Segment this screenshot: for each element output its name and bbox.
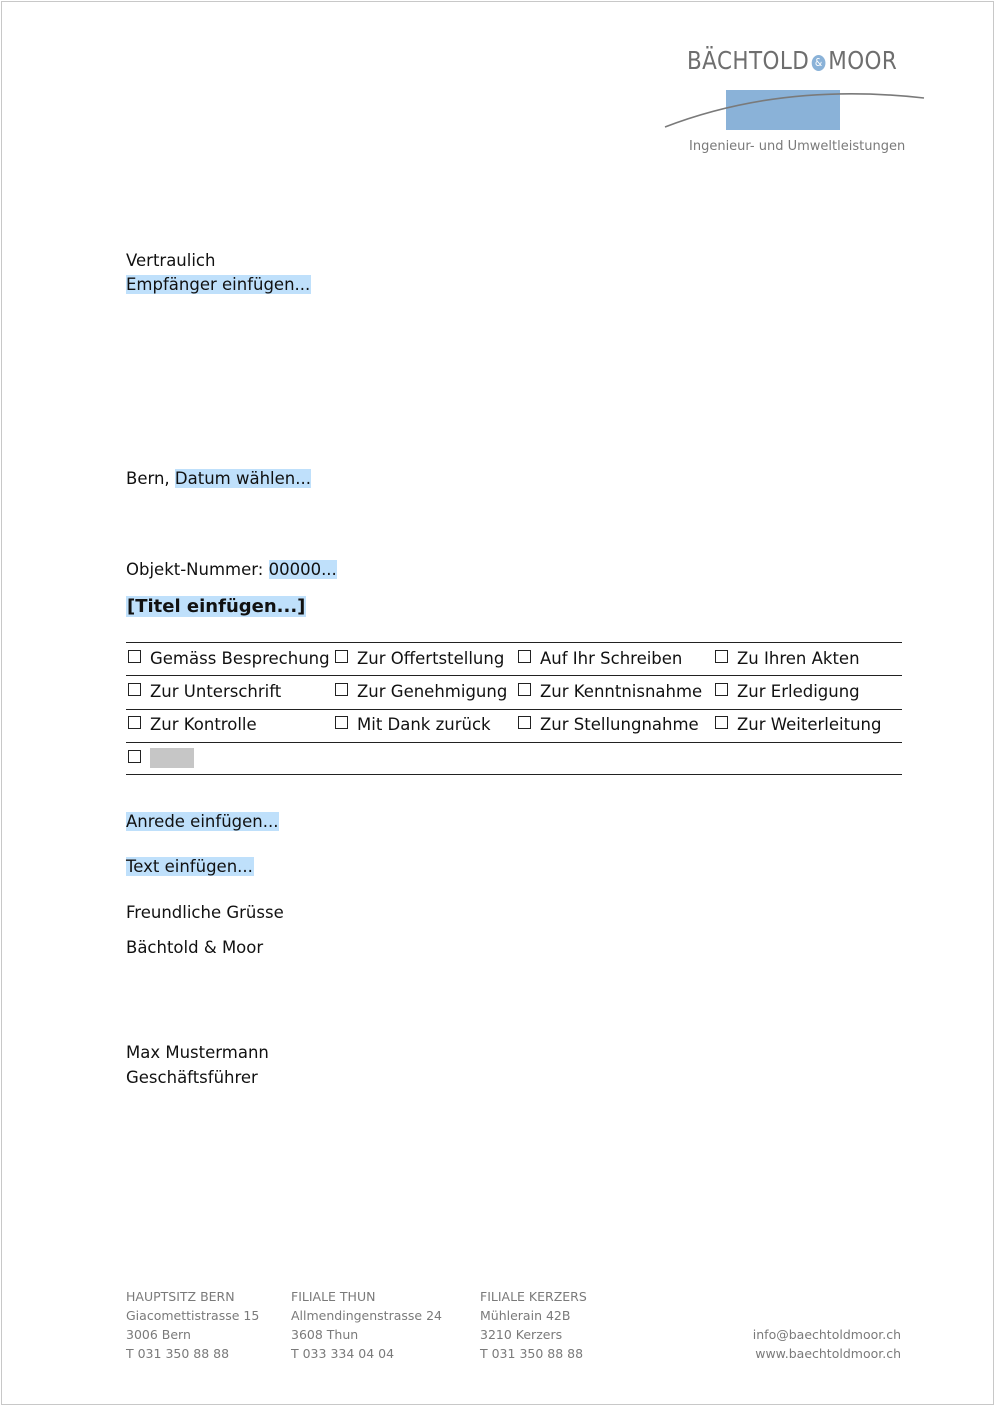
footer-bern-city: 3006 Bern xyxy=(126,1327,191,1342)
company-logo xyxy=(687,46,897,75)
footer-thun-title: FILIALE THUN xyxy=(291,1289,376,1304)
logo-blue-block xyxy=(726,90,840,130)
checkbox-icon[interactable] xyxy=(128,716,141,729)
letter-page xyxy=(1,1,994,1405)
checkbox-zur-offertstellung[interactable] xyxy=(335,649,504,668)
logo-name-right: MOOR xyxy=(828,46,898,75)
checkbox-mit-dank-zurueck[interactable] xyxy=(335,715,491,734)
footer-kerzers xyxy=(480,1287,587,1363)
footer-thun-city: 3608 Thun xyxy=(291,1327,359,1342)
object-number-field[interactable]: 00000... xyxy=(268,560,337,579)
date-city: Bern, xyxy=(126,469,170,488)
object-number-label: Objekt-Nummer: xyxy=(126,560,264,579)
checkbox-icon[interactable] xyxy=(715,683,728,696)
footer-bern-phone: T 031 350 88 88 xyxy=(126,1346,230,1361)
date-picker-field[interactable]: Datum wählen... xyxy=(174,469,311,488)
checkbox-icon[interactable] xyxy=(335,716,348,729)
checkbox-zur-kenntnisnahme[interactable] xyxy=(518,682,702,701)
checkbox-icon[interactable] xyxy=(518,683,531,696)
footer-bern-title: HAUPTSITZ BERN xyxy=(126,1289,235,1304)
footer-contact xyxy=(753,1325,901,1363)
table-bottom-rule xyxy=(126,774,902,775)
signer-name: Max Mustermann xyxy=(126,1043,269,1062)
title-field[interactable]: [Titel einfügen...] xyxy=(127,596,306,617)
company-tagline: Ingenieur- und Umweltleistungen xyxy=(689,139,906,154)
table-rule xyxy=(126,709,902,710)
checkbox-label: Zu Ihren Akten xyxy=(737,649,860,668)
footer-bern-street: Giacomettistrasse 15 xyxy=(126,1308,260,1323)
checkbox-icon[interactable] xyxy=(128,750,141,763)
checkbox-icon[interactable] xyxy=(715,716,728,729)
checkbox-label: Zur Kenntnisnahme xyxy=(540,682,703,701)
checkbox-zur-stellungnahme[interactable] xyxy=(518,715,699,734)
checkbox-icon[interactable] xyxy=(518,650,531,663)
table-rule xyxy=(126,675,902,676)
body-text-field[interactable]: Text einfügen... xyxy=(126,857,253,876)
confidential-label: Vertraulich xyxy=(126,251,216,270)
checkbox-icon[interactable] xyxy=(128,683,141,696)
checkbox-zu-ihren-akten[interactable] xyxy=(715,649,860,668)
checkbox-label: Zur Erledigung xyxy=(737,682,860,701)
footer-thun-street: Allmendingenstrasse 24 xyxy=(291,1308,442,1323)
footer-thun-phone: T 033 334 04 04 xyxy=(291,1346,395,1361)
checkbox-zur-genehmigung[interactable] xyxy=(335,682,507,701)
checkbox-label: Zur Offertstellung xyxy=(357,649,505,668)
checkbox-label: Gemäss Besprechung xyxy=(150,649,330,668)
checkbox-zur-weiterleitung[interactable] xyxy=(715,715,881,734)
checkbox-label: Zur Weiterleitung xyxy=(737,715,882,734)
closing-text: Freundliche Grüsse xyxy=(126,903,284,922)
table-rule xyxy=(126,742,902,743)
logo-name-left: BÄCHTOLD xyxy=(687,46,810,75)
checkbox-label: Zur Stellungnahme xyxy=(540,715,699,734)
checkbox-icon[interactable] xyxy=(128,650,141,663)
checkbox-label: Zur Unterschrift xyxy=(150,682,282,701)
recipient-field[interactable]: Empfänger einfügen... xyxy=(126,275,311,294)
logo-arc-graphic xyxy=(662,86,928,132)
checkbox-icon[interactable] xyxy=(518,716,531,729)
logo-ag: AG xyxy=(849,96,865,107)
footer-web-link[interactable]: www.baechtoldmoor.ch xyxy=(755,1346,901,1361)
custom-option-field[interactable] xyxy=(150,748,194,768)
checkbox-icon[interactable] xyxy=(335,683,348,696)
checkbox-zur-erledigung[interactable] xyxy=(715,682,860,701)
footer-bern xyxy=(126,1287,259,1363)
checkbox-label: Zur Genehmigung xyxy=(357,682,508,701)
checkbox-icon[interactable] xyxy=(715,650,728,663)
object-number-line xyxy=(126,560,337,579)
checkbox-icon[interactable] xyxy=(335,650,348,663)
footer-kerzers-city: 3210 Kerzers xyxy=(480,1327,563,1342)
footer-thun xyxy=(291,1287,442,1363)
logo-ampersand-icon: & xyxy=(812,55,826,71)
table-top-rule xyxy=(126,642,902,643)
checkbox-label: Mit Dank zurück xyxy=(357,715,491,734)
checkbox-auf-ihr-schreiben[interactable] xyxy=(518,649,682,668)
checkbox-label: Zur Kontrolle xyxy=(150,715,257,734)
salutation-field[interactable]: Anrede einfügen... xyxy=(126,812,279,831)
footer-kerzers-street: Mühlerain 42B xyxy=(480,1308,571,1323)
signer-role: Geschäftsführer xyxy=(126,1068,258,1087)
footer-kerzers-phone: T 031 350 88 88 xyxy=(480,1346,584,1361)
date-line xyxy=(126,469,311,488)
checkbox-label: Auf Ihr Schreiben xyxy=(540,649,683,668)
footer-kerzers-title: FILIALE KERZERS xyxy=(480,1289,587,1304)
footer-email-link[interactable]: info@baechtoldmoor.ch xyxy=(752,1327,901,1342)
checkbox-zur-kontrolle[interactable] xyxy=(128,715,257,734)
checkbox-zur-unterschrift[interactable] xyxy=(128,682,281,701)
checkbox-gemaess-besprechung[interactable] xyxy=(128,649,330,668)
company-signature: Bächtold & Moor xyxy=(126,938,264,957)
checkbox-custom[interactable] xyxy=(128,748,194,768)
